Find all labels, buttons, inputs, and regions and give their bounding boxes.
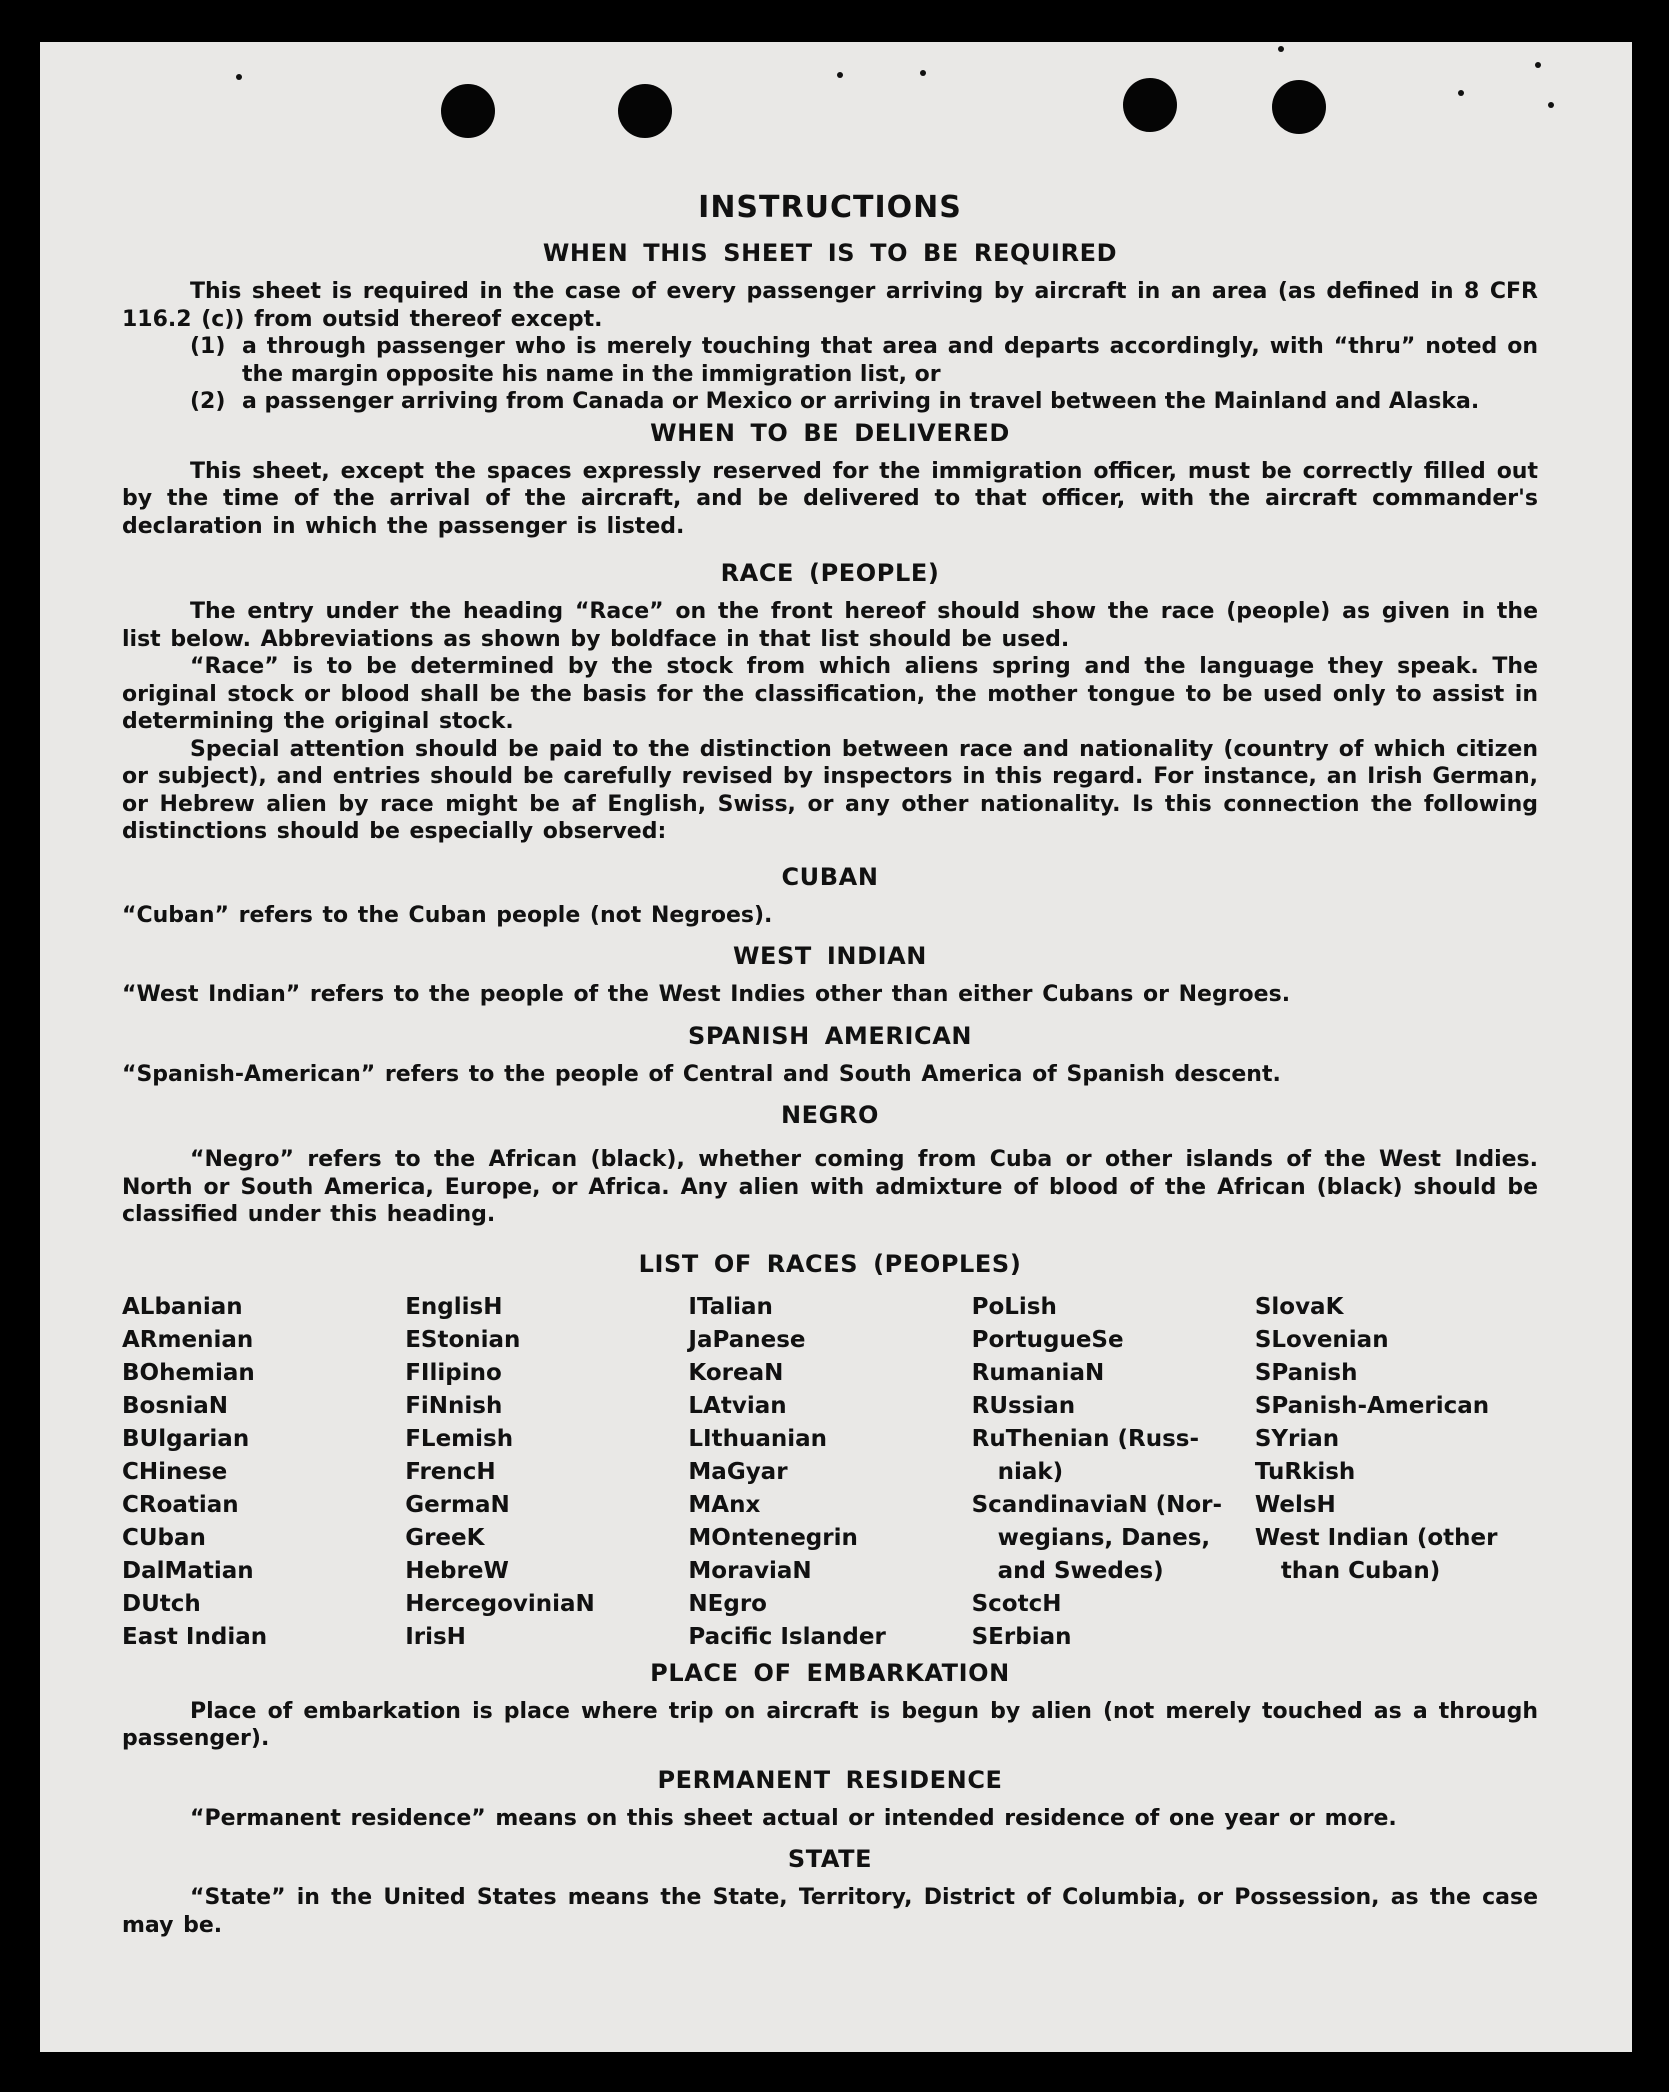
- race-entry-continued: niak): [997, 1458, 1064, 1485]
- races-list: [122, 1291, 1538, 1654]
- race-entry: WelsH: [1254, 1491, 1336, 1518]
- race-entry: DUtch: [122, 1590, 201, 1617]
- heading-list-of-races: LIST OF RACES (PEOPLES): [638, 1249, 1022, 1278]
- races-column: [688, 1291, 971, 1654]
- race-paragraph-1: The entry under the heading “Race” on the front hereof should show the race (people) as given in the list below. Abbreviations as shown by boldface in that list should be used.: [122, 599, 1538, 652]
- heading-spanish-american: SPANISH AMERICAN: [687, 1021, 973, 1050]
- when-delivered-text: This sheet, except the spaces expressly reserved for the immigration officer, must be correctly filled out by the time of the arrival of the aircraft, and be delivered to that officer, with the aircraft commander's declaration in which the passenger is listed.: [122, 458, 1538, 539]
- races-column: [405, 1291, 688, 1654]
- race-entry: GreeK: [405, 1524, 485, 1551]
- heading-race: RACE (PEOPLE): [720, 559, 940, 587]
- race-entry: RUssian: [971, 1392, 1076, 1419]
- speck: [1458, 90, 1464, 96]
- exception-number: (2): [190, 389, 226, 414]
- document-sheet: [40, 42, 1632, 2052]
- exception-number: (1): [190, 334, 226, 359]
- race-entry: Pacific Islander: [688, 1623, 886, 1650]
- race-entry: EnglisH: [405, 1293, 503, 1320]
- race-entry: PoLish: [971, 1293, 1057, 1320]
- race-entry: EStonian: [405, 1326, 521, 1353]
- races-column: [122, 1291, 405, 1654]
- races-column: [972, 1291, 1255, 1654]
- race-entry: CRoatian: [122, 1491, 239, 1518]
- race-entry: HebreW: [405, 1557, 509, 1584]
- negro-text: “Negro” refers to the African (black), whether coming from Cuba or other islands of the West Indies. North or South America, Europe, or Africa. Any alien with admixture of blood of the African (black) should be classified under this heading.: [122, 1147, 1538, 1227]
- race-entry-continued: than Cuban): [1280, 1557, 1441, 1584]
- race-entry-continued: and Swedes): [997, 1557, 1164, 1584]
- race-entry: ScotcH: [971, 1590, 1062, 1617]
- exception-text: a through passenger who is merely touching that area and departs accordingly, with “thru” noted on the margin opposite his name in the immigration list, or: [242, 334, 1538, 387]
- speck: [920, 70, 926, 76]
- race-paragraph-3: Special attention should be paid to the distinction between race and nationality (country of which citizen or subject), and entries should be carefully revised by inspectors in this regard. For instance, an Irish German, or Hebrew alien by race might be af English, Swiss, or any other nationality. Is this connection the following distinctions should be especially observed:: [122, 736, 1538, 844]
- speck: [236, 74, 242, 80]
- race-entry: HercegoviniaN: [405, 1590, 595, 1617]
- race-entry: FrencH: [405, 1458, 496, 1485]
- race-entry: BOhemian: [122, 1359, 255, 1386]
- heading-cuban: CUBAN: [781, 862, 879, 891]
- race-entry-continued: wegians, Danes,: [997, 1524, 1211, 1551]
- race-entry: FIlipino: [405, 1359, 502, 1386]
- heading-embarkation: PLACE OF EMBARKATION: [650, 1658, 1010, 1687]
- permanent-residence-text: “Permanent residence” means on this sheet actual or intended residence of one year or more.: [190, 1805, 1397, 1831]
- race-entry: West Indian (other: [1254, 1524, 1498, 1551]
- heading-permanent-residence: PERMANENT RESIDENCE: [657, 1765, 1003, 1794]
- race-entry: PortugueSe: [971, 1326, 1124, 1353]
- race-entry: JaPanese: [688, 1326, 806, 1353]
- instructions-content: [122, 148, 1538, 1939]
- race-entry: RuThenian (Russ-: [971, 1425, 1200, 1452]
- page-title: INSTRUCTIONS: [698, 190, 962, 225]
- cuban-text: “Cuban” refers to the Cuban people (not Negroes).: [122, 902, 773, 928]
- race-entry: DalMatian: [122, 1557, 254, 1584]
- race-entry: SLovenian: [1254, 1326, 1389, 1353]
- speck: [837, 72, 843, 78]
- punch-hole: [1123, 78, 1177, 132]
- heading-when-required: WHEN THIS SHEET IS TO BE REQUIRED: [542, 239, 1118, 267]
- race-entry: NEgro: [688, 1590, 767, 1617]
- race-entry: SPanish: [1254, 1359, 1358, 1386]
- race-entry: RumaniaN: [971, 1359, 1105, 1386]
- heading-state: STATE: [787, 1845, 873, 1873]
- race-entry: SYrian: [1254, 1425, 1340, 1452]
- exception-item: [122, 333, 1538, 388]
- race-entry: TuRkish: [1254, 1458, 1356, 1485]
- race-entry: LAtvian: [688, 1392, 787, 1419]
- heading-negro: NEGRO: [780, 1101, 880, 1129]
- race-entry: SPanish-American: [1254, 1392, 1490, 1419]
- heading-west-indian: WEST INDIAN: [732, 942, 927, 970]
- race-entry: SlovaK: [1254, 1293, 1344, 1320]
- heading-when-delivered: WHEN TO BE DELIVERED: [650, 418, 1010, 447]
- race-entry: SErbian: [971, 1623, 1072, 1650]
- race-entry: GermaN: [405, 1491, 510, 1518]
- speck: [1278, 46, 1284, 52]
- exception-item: [122, 388, 1538, 416]
- race-entry: FLemish: [405, 1425, 514, 1452]
- race-entry: ALbanian: [122, 1293, 243, 1320]
- races-column: [1255, 1291, 1538, 1654]
- race-entry: ITalian: [688, 1293, 773, 1320]
- race-entry: MoraviaN: [688, 1557, 812, 1584]
- race-entry: BosniaN: [122, 1392, 229, 1419]
- when-required-intro: This sheet is required in the case of every passenger arriving by aircraft in an area (as defined in 8 CFR 116.2 (c)) from outsid thereof except.: [122, 279, 1538, 332]
- race-entry: MOntenegrin: [688, 1524, 858, 1551]
- race-entry: ScandinaviaN (Nor-: [971, 1491, 1223, 1518]
- race-entry: East Indian: [122, 1623, 268, 1650]
- race-entry: IrisH: [405, 1623, 466, 1650]
- race-paragraph-2: “Race” is to be determined by the stock from which aliens spring and the language they speak. The original stock or blood shall be the basis for the classification, the mother tongue to be used only to assist in determining the original stock.: [122, 654, 1538, 734]
- exception-text: a passenger arriving from Canada or Mexico or arriving in travel between the Mainland and Alaska.: [242, 389, 1480, 414]
- race-entry: ARmenian: [122, 1326, 254, 1353]
- race-entry: MaGyar: [688, 1458, 788, 1485]
- race-entry: LIthuanian: [688, 1425, 828, 1452]
- race-entry: FiNnish: [405, 1392, 503, 1419]
- state-text: “State” in the United States means the State, Territory, District of Columbia, or Possession, as the case may be.: [122, 1885, 1538, 1938]
- race-entry: CUban: [122, 1524, 206, 1551]
- race-entry: BUlgarian: [122, 1425, 250, 1452]
- speck: [1535, 62, 1541, 68]
- speck: [1548, 102, 1554, 108]
- punch-hole: [618, 84, 672, 138]
- punch-hole: [1272, 80, 1326, 134]
- race-entry: MAnx: [688, 1491, 761, 1518]
- race-entry: CHinese: [122, 1458, 228, 1485]
- spanish-american-text: “Spanish-American” refers to the people of Central and South America of Spanish descent.: [122, 1061, 1281, 1087]
- race-entry: KoreaN: [688, 1359, 784, 1386]
- embarkation-text: Place of embarkation is place where trip on aircraft is begun by alien (not merely touched as a through passenger).: [122, 1698, 1538, 1751]
- west-indian-text: “West Indian” refers to the people of the West Indies other than either Cubans or Negroes.: [122, 982, 1291, 1007]
- punch-hole: [441, 84, 495, 138]
